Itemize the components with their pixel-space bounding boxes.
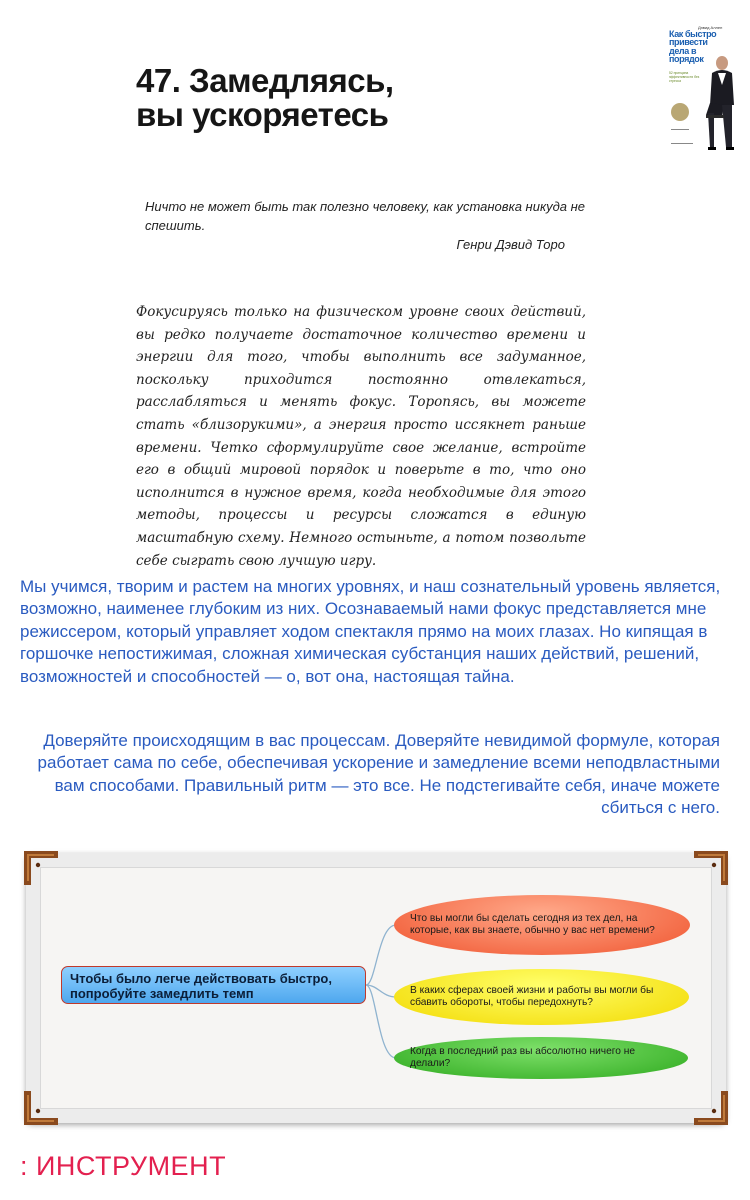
cover-author: Дэвид Аллен [698,25,723,30]
cover-divider [671,143,693,144]
branch-text: В каких сферах своей жизни и работы вы могли бы сбавить обороты, чтобы передохнуть? [410,985,654,1008]
epigraph-quote: Ничто не может быть так полезно человеку, как установка никуда не спешить. [145,199,585,233]
mindmap-branch-node [394,969,689,1025]
mindmap-branch-node [394,895,690,955]
cover-subtitle: 52 принципа эффективности без стресса [669,71,700,83]
cover-badge [671,103,689,121]
cover-title: Как быстро привести дела в порядок [669,29,717,65]
mindmap-central-node: Чтобы было легче действовать быстро, попробуйте замедлить темп [61,966,366,1004]
section-label: : ИНСТРУМЕНТ [20,1151,227,1181]
commentary-paragraph: Доверяйте происходящим в вас процессам. Доверяйте невидимой формуле, которая работает сама по себе, обеспечивая ускорение и замедление всеми неподвластными вам способами. Правильный ритм — это все. Не подстегивайте себя, иначе можете сбиться с него. [37,731,720,818]
commentary-paragraph: Мы учимся, творим и растем на многих уровнях, и наш сознательный уровень является, возможно, наименее глубоким из них. Осознаваемый нами фокус представляется мне режиссером, который управляет ходом спектакля прямо на моих глазах. Но кипящая в горшочке непостижимая, сложная химическая субстанция наших действий, решений, возможностей и способностей — о, вот она, настоящая тайна. [20,577,721,686]
mindmap-board [26,853,726,1123]
chapter-title-line: вы ускоряетесь [136,96,389,133]
epigraph-author: Генри Дэвид Торо [456,237,565,252]
cover-divider [671,129,689,130]
branch-text: Когда в последний раз вы абсолютно ничего не делали? [410,1046,636,1069]
author-photo [704,55,736,152]
book-cover [668,25,736,152]
book-paragraph: Фокусируясь только на физическом уровне своих действий, вы редко получаете достаточное количество времени и энергии для того, чтобы выполнить все задуманное, поскольку приходится постоянно отвлекаться, расслабляться и менять фокус. Торопясь, вы можете стать «близорукими», а энергия просто иссякнет раньше времени. Четко сформулируйте свое желание, встройте его в общий мировой порядок и поверьте в то, что оно исполнится в нужное время, когда необходимые для этого методы, процессы и ресурсы сложатся в единую масштабную схему. Немного остыньте, а потом позвольте себе сыграть свою лучшую игру. [136,304,586,569]
chapter-title [136,64,394,132]
mindmap-branch-node [394,1037,688,1079]
chapter-title-line: 47. Замедляясь, [136,62,394,99]
branch-text: Что вы могли бы сделать сегодня из тех дел, на которые, как вы знаете, обычно у вас нет времени? [410,913,655,936]
